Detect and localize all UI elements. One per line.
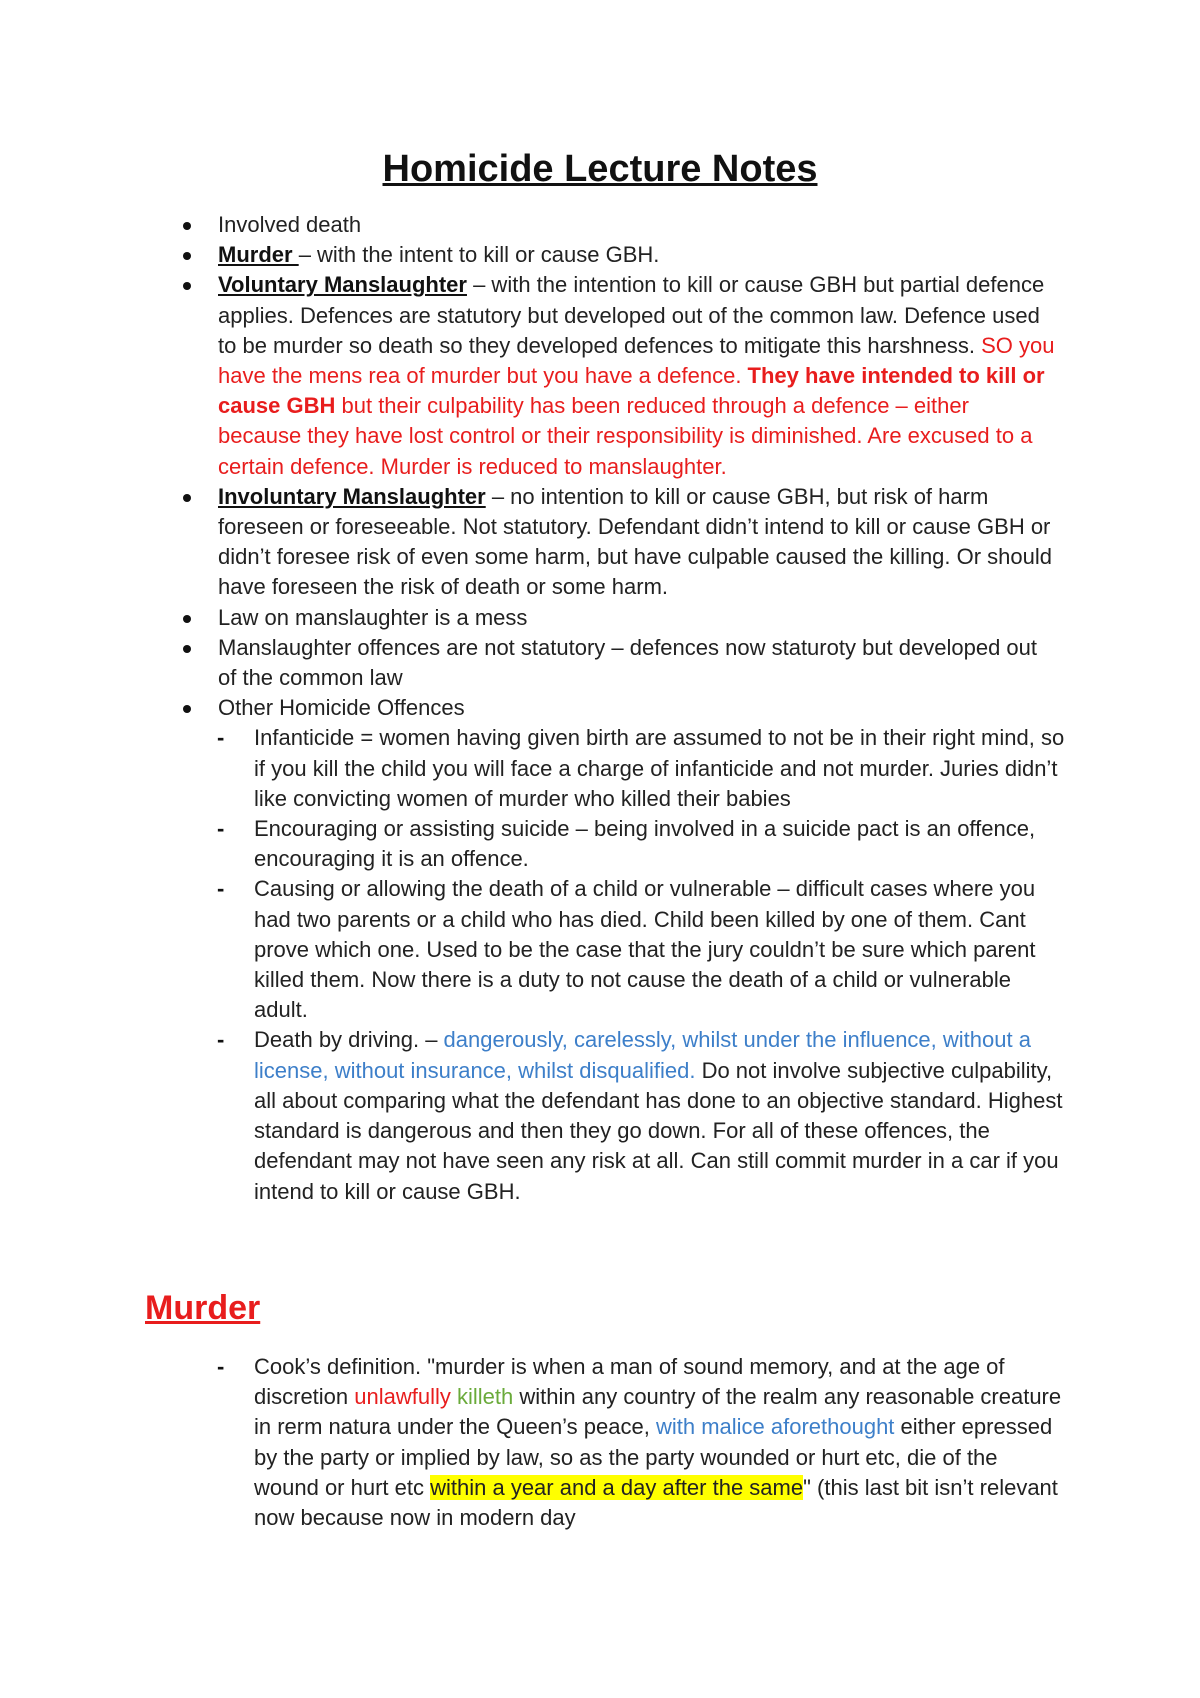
- blue-note: dangerously, carelessly, whilst under the influence, without a license, without insurance, whilst disqualified.: [254, 1027, 1031, 1083]
- bullet-text: Manslaughter offences are not statutory – defences now staturoty but developed out of the common law: [218, 634, 1038, 691]
- list-item: [0, 482, 1058, 603]
- section-heading-murder: Murder: [145, 1289, 261, 1327]
- red-bold-note: They have intended to kill or cause GBH: [218, 363, 1045, 419]
- sub-item-text: Infanticide = women having given birth are assumed to not be in their right mind, so if you kill the child you will face a charge of infanticide and not murder. Juries didn’t like convicting women of murder who killed their babies: [254, 725, 1065, 811]
- bullet-icon: [183, 705, 191, 713]
- bullet-icon: [183, 282, 191, 290]
- sub-item-text: Causing or allowing the death of a child or vulnerable – difficult cases where you had two parents or a child who has died. Child been killed by one of them. Cant prove which one. Used to be the case that the jury couldn’t be sure which parent killed them. Now there is a duty to not cause the death of a child or vulnerable adult.: [254, 876, 1036, 1023]
- bullet-icon: [183, 615, 191, 623]
- sub-list-item: [0, 1025, 1066, 1206]
- term-involuntary-manslaughter: Involuntary Manslaughter: [218, 483, 486, 509]
- dash-icon: -: [217, 816, 225, 842]
- sub-list-item: [0, 814, 1066, 874]
- bullet-text: Involved death: [218, 212, 362, 237]
- blue-term: with malice aforethought: [655, 1414, 895, 1440]
- green-term: killeth: [457, 1384, 514, 1410]
- quote-text: either epressed by the party or implied by law, so as the party wounded or hurt etc, die of the wound or hurt etc: [254, 1414, 1053, 1500]
- term-murder: Murder: [218, 242, 299, 268]
- sub-list-item: [0, 1352, 1066, 1533]
- bullet-text: Other Homicide Offences: [218, 695, 465, 721]
- list-item: [0, 633, 1058, 693]
- list-item: [0, 693, 1058, 723]
- bullet-icon: [183, 645, 191, 653]
- list-item: [0, 270, 1058, 481]
- sub-list-item: [0, 723, 1066, 814]
- murder-list: [0, 1352, 1200, 1533]
- sub-item-text: Death by driving. –: [254, 1027, 444, 1053]
- dash-icon: -: [217, 725, 225, 751]
- bullet-text: – with the intention to kill or cause GBH but partial defence applies. Defences are statutory but developed out of the common law. Defence used to be murder so death so they developed defences to mitigate this harshness.: [218, 272, 1045, 358]
- sub-item-text: Do not involve subjective culpability, all about comparing what the defendant has done to an objective standard. Highest standard is dangerous and then they go down. For all of these offences, the defendant may not have seen any risk at all. Can still commit murder in a car if you intend to kill or cause GBH.: [254, 1057, 1063, 1204]
- highlighted-text: within a year and a day after the same: [430, 1474, 804, 1500]
- list-item: [0, 240, 1058, 270]
- red-term: unlawfully: [354, 1384, 451, 1410]
- red-note: SO you have the mens rea of murder but you have a defence.: [218, 332, 1055, 389]
- quote-text: " (this last bit isn’t relevant now because now in modern day: [254, 1474, 1058, 1531]
- bullet-text: – with the intent to kill or cause GBH.: [298, 242, 660, 268]
- red-note: but their culpability has been reduced through a defence – either because they have lost control or their responsibility is diminished. Are excused to a certain defence. Murder is reduced to manslaughter.: [218, 393, 1033, 479]
- term-voluntary-manslaughter: Voluntary Manslaughter: [218, 272, 467, 298]
- sub-item-text: Encouraging or assisting suicide – being involved in a suicide pact is an offence, encouraging it is an offence.: [254, 816, 1036, 872]
- list-item: [0, 210, 1058, 240]
- quote-text: Cook’s definition. "murder is when a man of sound memory, and at the age of discretion: [254, 1354, 1005, 1410]
- bullet-text: – no intention to kill or cause GBH, but risk of harm foreseen or foreseeable. Not statutory. Defendant didn’t intend to kill or cause GBH or didn’t foresee risk of even some harm, but have culpable caused the killing. Or should have foreseen the risk of death or some harm.: [218, 483, 1053, 600]
- dash-icon: -: [217, 876, 225, 902]
- bullet-text: Law on manslaughter is a mess: [218, 604, 528, 630]
- quote-text: within any country of the realm any reasonable creature in rerm natura under the Queen’s peace,: [254, 1384, 1062, 1440]
- bullet-list: [0, 210, 1200, 1207]
- dash-icon: -: [217, 1354, 225, 1379]
- bullet-icon: [183, 494, 191, 502]
- page-title: Homicide Lecture Notes: [382, 148, 818, 190]
- dash-icon: -: [217, 1027, 225, 1053]
- list-item: [0, 603, 1058, 633]
- bullet-icon: [183, 222, 191, 230]
- sub-list-item: [0, 874, 1066, 1025]
- bullet-icon: [183, 252, 191, 260]
